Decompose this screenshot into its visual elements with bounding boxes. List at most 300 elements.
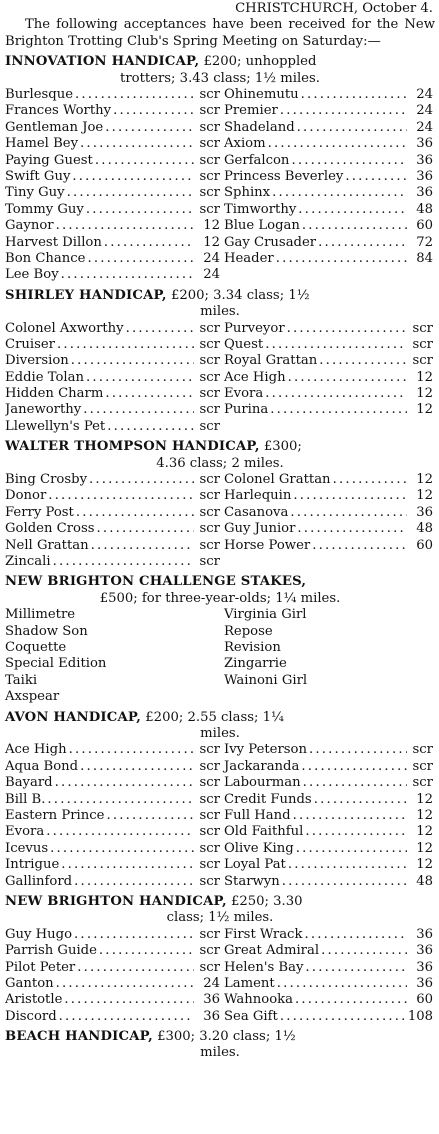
- leader-dots: [105, 386, 194, 402]
- horse-name: Casanova: [224, 504, 289, 520]
- entry: [220, 136, 435, 152]
- leader-dots: [318, 235, 407, 251]
- entries-list: [5, 607, 435, 705]
- entry-row: [5, 402, 435, 418]
- entry: [5, 153, 220, 169]
- race-conditions: £250; 3.30: [230, 893, 303, 909]
- horse-name: Premier: [224, 103, 278, 119]
- leader-dots: [97, 521, 195, 537]
- entry: [220, 792, 435, 808]
- entry: [5, 386, 220, 402]
- horse-name: Sea Gift: [224, 1008, 278, 1024]
- horse-name: Olive King: [224, 840, 294, 856]
- horse-name: Gentleman Joe: [5, 119, 104, 135]
- entry: [220, 656, 435, 672]
- race-section: [5, 1029, 435, 1062]
- horse-name: Repose: [224, 623, 273, 639]
- entry: [220, 321, 435, 337]
- horse-name: Timworthy: [224, 201, 297, 217]
- horse-name: Harlequin: [224, 488, 292, 504]
- leader-dots: [71, 353, 194, 369]
- entry-row: [5, 943, 435, 959]
- entry: [220, 120, 435, 136]
- entry: [220, 808, 435, 824]
- horse-name: Bing Crosby: [5, 472, 88, 488]
- horse-name: Icevus: [5, 840, 49, 856]
- race-conditions: £200; 2.55 class; 1¼: [145, 709, 284, 725]
- entry: [5, 857, 220, 873]
- entry: [220, 742, 435, 758]
- horse-name: Evora: [5, 824, 45, 840]
- entry-row: [5, 235, 435, 251]
- entry: [220, 927, 435, 943]
- leader-dots: [288, 857, 407, 873]
- horse-name: Gay Crusader: [224, 234, 317, 250]
- race-title: WALTER THOMPSON HANDICAP,: [5, 439, 260, 455]
- leader-dots: [87, 251, 194, 267]
- leader-dots: [345, 169, 407, 185]
- leader-dots: [106, 808, 194, 824]
- entry-row: [5, 841, 435, 857]
- handicap-mark: scr: [412, 336, 433, 352]
- leader-dots: [72, 169, 194, 185]
- race-subline: class; 1½ miles.: [166, 910, 274, 926]
- horse-name: Burlesque: [5, 87, 74, 103]
- entry: [5, 472, 220, 488]
- handicap-mark: scr: [199, 185, 220, 201]
- entries-list: [5, 87, 435, 284]
- horse-name: Nell Grattan: [5, 537, 89, 553]
- race-subline: £500; for three-year-olds; 1¼ miles.: [99, 590, 341, 606]
- race-title: SHIRLEY HANDICAP,: [5, 287, 167, 303]
- race-title: INNOVATION HANDICAP,: [5, 54, 200, 70]
- entry-row: [5, 267, 435, 283]
- handicap-mark: scr: [199, 136, 220, 152]
- horse-name: Guy Junior: [224, 521, 296, 537]
- horse-name: Taiki: [5, 672, 38, 688]
- horse-name: Full Hand: [224, 807, 291, 823]
- handicap-mark: 24: [416, 103, 433, 119]
- entry-row: [5, 505, 435, 521]
- entry-row: [5, 656, 435, 672]
- handicap-mark: 84: [416, 250, 433, 266]
- handicap-mark: 36: [203, 1008, 220, 1024]
- leader-dots: [57, 337, 194, 353]
- leader-dots: [76, 505, 194, 521]
- entry-row: [5, 759, 435, 775]
- entry: [5, 169, 220, 185]
- horse-name: Swift Guy: [5, 168, 71, 184]
- horse-name: Revision: [224, 640, 281, 656]
- horse-name: Zincali: [5, 554, 51, 570]
- entry: [5, 218, 220, 234]
- handicap-mark: scr: [199, 336, 220, 352]
- horse-name: Eastern Prince: [5, 807, 105, 823]
- horse-name: Golden Cross: [5, 521, 95, 537]
- handicap-mark: scr: [199, 386, 220, 402]
- horse-name: Gerfalcon: [224, 152, 290, 168]
- horse-name: Intrigue: [5, 857, 60, 873]
- entry: [5, 927, 220, 943]
- leader-dots: [86, 370, 194, 386]
- race-sections: [5, 54, 435, 1062]
- leader-dots: [291, 153, 407, 169]
- leader-dots: [304, 927, 407, 943]
- entry: [5, 792, 220, 808]
- handicap-mark: scr: [199, 758, 220, 774]
- race-section: [5, 54, 435, 284]
- horse-name: Pilot Peter: [5, 959, 76, 975]
- leader-dots: [265, 386, 407, 402]
- handicap-mark: 60: [416, 218, 433, 234]
- entry: [220, 370, 435, 386]
- entry: [5, 136, 220, 152]
- horse-name: Zingarrie: [224, 656, 287, 672]
- leader-dots: [47, 792, 194, 808]
- horse-name: Tommy Guy: [5, 201, 84, 217]
- entry: [220, 218, 435, 234]
- handicap-mark: 36: [416, 168, 433, 184]
- handicap-mark: scr: [199, 402, 220, 418]
- entry: [220, 689, 435, 705]
- leader-dots: [302, 218, 407, 234]
- horse-name: Paying Guest: [5, 152, 93, 168]
- entry-row: [5, 976, 435, 992]
- leader-dots: [277, 976, 407, 992]
- handicap-mark: 36: [416, 152, 433, 168]
- horse-name: Special Edition: [5, 656, 107, 672]
- leader-dots: [303, 775, 407, 791]
- handicap-mark: 24: [203, 267, 220, 283]
- entry: [5, 624, 220, 640]
- entry: [5, 759, 220, 775]
- entry: [5, 992, 220, 1008]
- leader-dots: [321, 943, 407, 959]
- intro-paragraph: The following acceptances have been received for the New Brighton Trotting Club's Spring Meeting on Saturday:—: [5, 17, 435, 49]
- horse-name: Ivy Peterson: [224, 742, 307, 758]
- handicap-mark: scr: [199, 103, 220, 119]
- entry-row: [5, 136, 435, 152]
- race-section: [5, 288, 435, 436]
- handicap-mark: scr: [199, 201, 220, 217]
- entry-row: [5, 153, 435, 169]
- leader-dots: [293, 488, 407, 504]
- horse-name: Blue Logan: [224, 218, 300, 234]
- entry-row: [5, 353, 435, 369]
- entry: [5, 505, 220, 521]
- entry-row: [5, 202, 435, 218]
- entries-list: [5, 472, 435, 570]
- entry: [220, 103, 435, 119]
- horse-name: Aristotle: [5, 992, 63, 1008]
- horse-name: Frances Worthy: [5, 103, 112, 119]
- horse-name: Credit Funds: [224, 791, 312, 807]
- handicap-mark: scr: [199, 488, 220, 504]
- leader-dots: [333, 472, 407, 488]
- leader-dots: [280, 103, 407, 119]
- handicap-mark: 12: [416, 386, 433, 402]
- entry-row: [5, 640, 435, 656]
- entry-row: [5, 673, 435, 689]
- leader-dots: [312, 538, 407, 554]
- entry: [220, 624, 435, 640]
- leader-dots: [91, 538, 194, 554]
- entry: [5, 742, 220, 758]
- handicap-mark: scr: [199, 840, 220, 856]
- entry-row: [5, 624, 435, 640]
- horse-name: Quest: [224, 336, 264, 352]
- handicap-mark: scr: [199, 152, 220, 168]
- race-title: NEW BRIGHTON CHALLENGE STAKES,: [5, 574, 307, 590]
- horse-name: Great Admiral: [224, 943, 320, 959]
- horse-name: Horse Power: [224, 537, 311, 553]
- leader-dots: [297, 521, 407, 537]
- leader-dots: [276, 251, 407, 267]
- horse-name: Axiom: [224, 136, 266, 152]
- entry: [220, 353, 435, 369]
- horse-name: Axspear: [5, 689, 60, 705]
- handicap-mark: 12: [416, 857, 433, 873]
- entry: [5, 943, 220, 959]
- leader-dots: [290, 505, 407, 521]
- handicap-mark: scr: [412, 353, 433, 369]
- handicap-mark: 48: [416, 201, 433, 217]
- leader-dots: [46, 824, 194, 840]
- race-heading: [5, 54, 435, 70]
- horse-name: Gallinford: [5, 873, 73, 889]
- entry-row: [5, 321, 435, 337]
- handicap-mark: 12: [416, 840, 433, 856]
- entry-row: [5, 554, 435, 570]
- entry-row: [5, 607, 435, 623]
- entry: [220, 488, 435, 504]
- horse-name: Wahnooka: [224, 992, 293, 1008]
- handicap-mark: scr: [199, 873, 220, 889]
- horse-name: Purveyor: [224, 320, 285, 336]
- horse-name: Diversion: [5, 353, 69, 369]
- entry: [5, 251, 220, 267]
- handicap-mark: scr: [199, 791, 220, 807]
- horse-name: Parrish Guide: [5, 943, 97, 959]
- horse-name: Labourman: [224, 775, 301, 791]
- leader-dots: [80, 136, 194, 152]
- horse-name: Hidden Charm: [5, 386, 104, 402]
- race-heading: [5, 894, 435, 910]
- entry: [5, 488, 220, 504]
- horse-name: Guy Hugo: [5, 926, 73, 942]
- leader-dots: [298, 202, 407, 218]
- handicap-mark: 36: [416, 959, 433, 975]
- handicap-mark: scr: [199, 775, 220, 791]
- entry: [220, 824, 435, 840]
- entries-list: [5, 927, 435, 1025]
- horse-name: Shadeland: [224, 119, 295, 135]
- horse-name: Lament: [224, 975, 275, 991]
- horse-name: Loyal Pat: [224, 857, 286, 873]
- horse-name: Ganton: [5, 975, 54, 991]
- entry: [220, 521, 435, 537]
- handicap-mark: 24: [203, 250, 220, 266]
- entry-row: [5, 775, 435, 791]
- leader-dots: [48, 488, 194, 504]
- handicap-mark: scr: [199, 353, 220, 369]
- race-subline: trotters; 3.43 class; 1½ miles.: [120, 70, 320, 86]
- handicap-mark: 12: [416, 807, 433, 823]
- entry: [5, 321, 220, 337]
- race-subline: miles.: [200, 725, 240, 741]
- entry: [220, 235, 435, 251]
- leader-dots: [301, 87, 407, 103]
- handicap-mark: 36: [416, 926, 433, 942]
- entry: [220, 402, 435, 418]
- leader-dots: [56, 976, 194, 992]
- entry-row: [5, 874, 435, 890]
- entry-row: [5, 386, 435, 402]
- horse-name: Shadow Son: [5, 623, 88, 639]
- leader-dots: [69, 742, 194, 758]
- horse-name: Colonel Axworthy: [5, 320, 124, 336]
- entry: [5, 824, 220, 840]
- entry-row: [5, 927, 435, 943]
- entry: [220, 554, 435, 570]
- handicap-mark: scr: [199, 959, 220, 975]
- entry: [5, 185, 220, 201]
- entry-row: [5, 103, 435, 119]
- horse-name: Ace High: [224, 369, 286, 385]
- handicap-mark: 12: [416, 824, 433, 840]
- leader-dots: [83, 402, 194, 418]
- entry: [5, 235, 220, 251]
- leader-dots: [80, 759, 194, 775]
- handicap-mark: 12: [416, 488, 433, 504]
- handicap-mark: 48: [416, 521, 433, 537]
- handicap-mark: scr: [199, 926, 220, 942]
- entry: [5, 656, 220, 672]
- handicap-mark: scr: [199, 119, 220, 135]
- entry: [220, 775, 435, 791]
- leader-dots: [270, 402, 407, 418]
- race-subline: 4.36 class; 2 miles.: [156, 455, 284, 471]
- leader-dots: [297, 120, 407, 136]
- handicap-mark: 60: [416, 537, 433, 553]
- horse-name: Millimetre: [5, 607, 76, 623]
- entry: [220, 472, 435, 488]
- entry-row: [5, 218, 435, 234]
- horse-name: Aqua Bond: [5, 758, 79, 774]
- entry: [220, 960, 435, 976]
- race-title: BEACH HANDICAP,: [5, 1029, 153, 1045]
- entry: [5, 976, 220, 992]
- entry-row: [5, 742, 435, 758]
- horse-name: Sphinx: [224, 185, 271, 201]
- race-heading: [5, 1029, 435, 1045]
- horse-name: Colonel Grattan: [224, 472, 331, 488]
- horse-name: Gaynor: [5, 218, 54, 234]
- entry-row: [5, 538, 435, 554]
- entry-row: [5, 824, 435, 840]
- handicap-mark: scr: [412, 775, 433, 791]
- entry: [220, 607, 435, 623]
- leader-dots: [295, 992, 407, 1008]
- race-section: [5, 710, 435, 890]
- leader-dots: [272, 185, 407, 201]
- entry: [220, 538, 435, 554]
- handicap-mark: 36: [416, 504, 433, 520]
- leader-dots: [89, 472, 194, 488]
- horse-name: Purina: [224, 402, 269, 418]
- entry: [220, 251, 435, 267]
- horse-name: Cruiser: [5, 336, 55, 352]
- handicap-mark: 60: [416, 992, 433, 1008]
- horse-name: Bayard: [5, 775, 53, 791]
- leader-dots: [305, 960, 407, 976]
- entry-row: [5, 337, 435, 353]
- entry: [5, 607, 220, 623]
- leader-dots: [50, 841, 194, 857]
- horse-name: Discord: [5, 1008, 57, 1024]
- horse-name: Royal Grattan: [224, 353, 318, 369]
- handicap-mark: scr: [199, 369, 220, 385]
- entry: [5, 337, 220, 353]
- race-heading: [5, 288, 435, 304]
- entry: [5, 103, 220, 119]
- leader-dots: [75, 87, 194, 103]
- leader-dots: [314, 792, 407, 808]
- handicap-mark: 36: [203, 992, 220, 1008]
- race-section: [5, 894, 435, 1025]
- horse-name: Bill B.: [5, 791, 46, 807]
- leader-dots: [280, 1009, 406, 1025]
- leader-dots: [287, 321, 407, 337]
- race-heading: [5, 439, 435, 455]
- race-subline: miles.: [200, 304, 240, 320]
- entry: [5, 538, 220, 554]
- entry: [5, 1009, 220, 1025]
- race-title: NEW BRIGHTON HANDICAP,: [5, 893, 227, 909]
- entry: [220, 1009, 435, 1025]
- entry: [5, 673, 220, 689]
- entry: [5, 521, 220, 537]
- handicap-mark: 12: [416, 369, 433, 385]
- horse-name: Wainoni Girl: [224, 672, 308, 688]
- leader-dots: [293, 808, 407, 824]
- entry: [220, 505, 435, 521]
- entry: [5, 554, 220, 570]
- leader-dots: [107, 419, 194, 435]
- horse-name: Old Faithful: [224, 824, 304, 840]
- handicap-mark: scr: [199, 857, 220, 873]
- entry: [5, 267, 220, 283]
- entry-row: [5, 251, 435, 267]
- leader-dots: [288, 370, 407, 386]
- horse-name: Ferry Post: [5, 504, 74, 520]
- horse-name: Princess Beverley: [224, 168, 344, 184]
- horse-name: Eddie Tolan: [5, 369, 85, 385]
- entry: [5, 960, 220, 976]
- leader-dots: [67, 185, 194, 201]
- entry: [220, 992, 435, 1008]
- entry: [5, 419, 220, 435]
- horse-name: Llewellyn's Pet: [5, 418, 106, 434]
- horse-name: Tiny Guy: [5, 185, 65, 201]
- leader-dots: [86, 202, 194, 218]
- handicap-mark: 36: [416, 185, 433, 201]
- entry: [220, 185, 435, 201]
- leader-dots: [305, 824, 407, 840]
- handicap-mark: scr: [199, 824, 220, 840]
- handicap-mark: 12: [416, 472, 433, 488]
- horse-name: Jackaranda: [224, 758, 300, 774]
